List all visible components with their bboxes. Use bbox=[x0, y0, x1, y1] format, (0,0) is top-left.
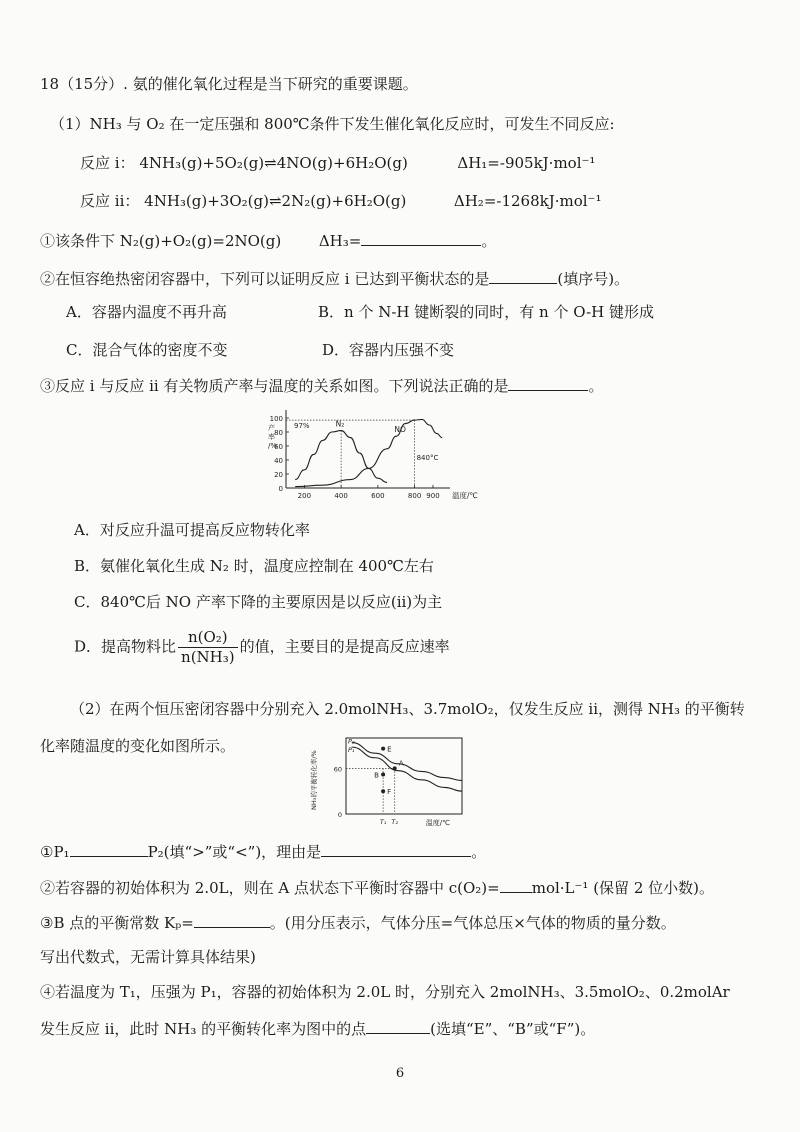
p2-text: P₂(填“>”或“<”)，理由是 bbox=[147, 843, 322, 861]
y-tick-label: 20 bbox=[274, 471, 283, 479]
x-tick-t2: T₂ bbox=[391, 818, 399, 826]
ratio-denominator: n(NH₃) bbox=[181, 648, 235, 666]
y-axis-label: 产率/% bbox=[268, 424, 278, 450]
question-header: 18（15分）. 氨的催化氧化过程是当下研究的重要课题。 bbox=[40, 75, 418, 93]
x-axis-label: 温度/℃ bbox=[425, 819, 450, 827]
series-line-n2 bbox=[295, 431, 387, 483]
part2-q4-line2 bbox=[40, 1017, 595, 1039]
reaction-i-dh: ΔH₁=-905kJ·mol⁻¹ bbox=[457, 154, 596, 172]
q3-option-a: A．对反应升温可提高反应物转化率 bbox=[74, 521, 310, 539]
part1-q2 bbox=[40, 267, 629, 289]
reaction-ii bbox=[80, 191, 601, 211]
answer-blank-dh3[interactable] bbox=[361, 229, 481, 246]
q3-option-b: B．氨催化氧化生成 N₂ 时，温度应控制在 400℃左右 bbox=[74, 557, 434, 575]
answer-blank-compare[interactable] bbox=[70, 840, 148, 857]
q1-end: 。 bbox=[481, 232, 497, 250]
p1-label: ①P₁ bbox=[40, 843, 70, 861]
part1-q1 bbox=[40, 229, 496, 251]
option-c: C．混合气体的密度不变 bbox=[66, 341, 228, 359]
part2-q2-end: mol·L⁻¹ (保留 2 位小数)。 bbox=[531, 879, 714, 897]
nh3-conversion-chart bbox=[306, 728, 482, 830]
x-axis-label: 温度/℃ bbox=[452, 491, 478, 500]
q3-end: 。 bbox=[588, 377, 604, 395]
part2-intro-2: 化率随温度的变化如图所示。 bbox=[40, 737, 236, 755]
point-b bbox=[381, 772, 385, 776]
part2-q3-note: 写出代数式，无需计算具体结果) bbox=[40, 948, 256, 966]
part2-intro-1: （2）在两个恒压密闭容器中分别充入 2.0molNH₃、3.7molO₂，仅发生反应 ii，测得 NH₃ 的平衡转 bbox=[70, 700, 745, 718]
yield-temperature-chart bbox=[248, 404, 488, 504]
answer-blank-q2[interactable] bbox=[489, 267, 557, 284]
series-label-p1: P₁ bbox=[348, 746, 355, 755]
point-label-e: E bbox=[387, 745, 392, 754]
part2-q2-text: ②若容器的初始体积为 2.0L，则在 A 点状态下平衡时容器中 c(O₂)= bbox=[40, 879, 500, 897]
q2-end: (填序号)。 bbox=[557, 270, 630, 288]
part2-q1 bbox=[40, 840, 486, 862]
part2-q4-text: 发生反应 ii，此时 NH₃ 的平衡转化率为图中的点 bbox=[40, 1020, 367, 1038]
point-f bbox=[381, 789, 385, 793]
reaction-ii-label: 反应 ii： bbox=[80, 192, 140, 210]
x-tick-label: 600 bbox=[371, 492, 385, 500]
series-label-no: NO bbox=[394, 425, 406, 434]
page-number: 6 bbox=[395, 1066, 405, 1081]
reaction-i-equation: 4NH₃(g)+5O₂(g)⇌4NO(g)+6H₂O(g) bbox=[139, 154, 408, 172]
annotation-97: 97% bbox=[294, 422, 310, 431]
series-label-p2: P₂ bbox=[348, 737, 355, 746]
q2-text: ②在恒容绝热密闭容器中，下列可以证明反应 i 已达到平衡状态的是 bbox=[40, 270, 490, 288]
part1-q3 bbox=[40, 374, 603, 396]
series-line-p1 bbox=[352, 747, 462, 791]
reaction-i bbox=[80, 153, 595, 173]
ratio-fraction bbox=[178, 628, 238, 667]
x-tick-label: 400 bbox=[334, 492, 348, 500]
part2-q1-end: 。 bbox=[471, 843, 487, 861]
y-tick-label: 60 bbox=[333, 765, 342, 774]
point-label-b: B bbox=[374, 771, 379, 780]
y-tick-label: 60 bbox=[274, 443, 283, 451]
series-line-no bbox=[295, 419, 442, 486]
part2-q3 bbox=[40, 911, 676, 933]
part1-intro: （1）NH₃ 与 O₂ 在一定压强和 800℃条件下发生催化氧化反应时，可发生不同反应: bbox=[50, 115, 615, 133]
part2-q4-line1: ④若温度为 T₁，压强为 P₁，容器的初始体积为 2.0L 时，分别充入 2molNH₃、3.5molO₂、0.2molAr bbox=[40, 983, 730, 1001]
reaction-ii-dh: ΔH₂=-1268kJ·mol⁻¹ bbox=[453, 192, 602, 210]
x-tick-t1: T₁ bbox=[379, 818, 387, 826]
y-tick-label: 80 bbox=[274, 429, 283, 437]
ratio-numerator: n(O₂) bbox=[178, 628, 238, 648]
reaction-i-label: 反应 i： bbox=[80, 154, 135, 172]
q1-text: ①该条件下 N₂(g)+O₂(g)=2NO(g) bbox=[40, 232, 282, 250]
answer-blank-q3[interactable] bbox=[508, 374, 588, 391]
y-axis-label: NH₃的平衡转化率/% bbox=[310, 750, 318, 810]
annotation-840: 840°C bbox=[416, 454, 439, 462]
x-tick-label: 800 bbox=[407, 492, 422, 500]
q3-text: ③反应 i 与反应 ii 有关物质产率与温度的关系如图。下列说法正确的是 bbox=[40, 377, 509, 395]
point-label-a: A bbox=[398, 759, 404, 768]
part2-q3-end: 。(用分压表示，气体分压=气体总压×气体的物质的量分数。 bbox=[269, 914, 676, 932]
y-tick-label: 40 bbox=[274, 457, 283, 465]
plot-frame bbox=[346, 738, 462, 814]
q3-option-d-post: 的值，主要目的是提高反应速率 bbox=[239, 637, 450, 656]
point-a bbox=[393, 766, 397, 770]
answer-blank-reason[interactable] bbox=[321, 840, 471, 857]
series-label-n2: N₂ bbox=[335, 419, 345, 429]
point-e bbox=[381, 747, 385, 751]
answer-blank-kp[interactable] bbox=[194, 911, 270, 928]
part2-q2 bbox=[40, 876, 714, 898]
part2-q3-text: ③B 点的平衡常数 Kₚ= bbox=[40, 914, 194, 932]
answer-blank-point[interactable] bbox=[366, 1017, 430, 1034]
y-tick-label: 100 bbox=[269, 415, 283, 423]
y-tick-label: 0 bbox=[337, 811, 342, 819]
reaction-ii-equation: 4NH₃(g)+3O₂(g)⇌2N₂(g)+6H₂O(g) bbox=[144, 192, 407, 210]
series-line-p2 bbox=[352, 743, 462, 781]
option-b: B．n 个 N-H 键断裂的同时，有 n 个 O-H 键形成 bbox=[318, 303, 654, 321]
q3-option-d bbox=[74, 628, 450, 667]
x-tick-label: 900 bbox=[426, 492, 440, 500]
part2-q4-end: (选填“E”、“B”或“F”)。 bbox=[430, 1020, 596, 1038]
answer-blank-co2[interactable] bbox=[500, 876, 532, 893]
q1-dh: ΔH₃= bbox=[318, 232, 362, 250]
q3-option-c: C．840℃后 NO 产率下降的主要原因是以反应(ii)为主 bbox=[74, 593, 443, 611]
q3-option-d-pre: D．提高物料比 bbox=[74, 637, 177, 656]
x-tick-label: 200 bbox=[297, 492, 312, 500]
point-label-f: F bbox=[387, 788, 392, 797]
option-a: A．容器内温度不再升高 bbox=[66, 303, 227, 321]
option-d: D．容器内压强不变 bbox=[322, 341, 455, 359]
y-tick-label: 0 bbox=[278, 485, 283, 493]
